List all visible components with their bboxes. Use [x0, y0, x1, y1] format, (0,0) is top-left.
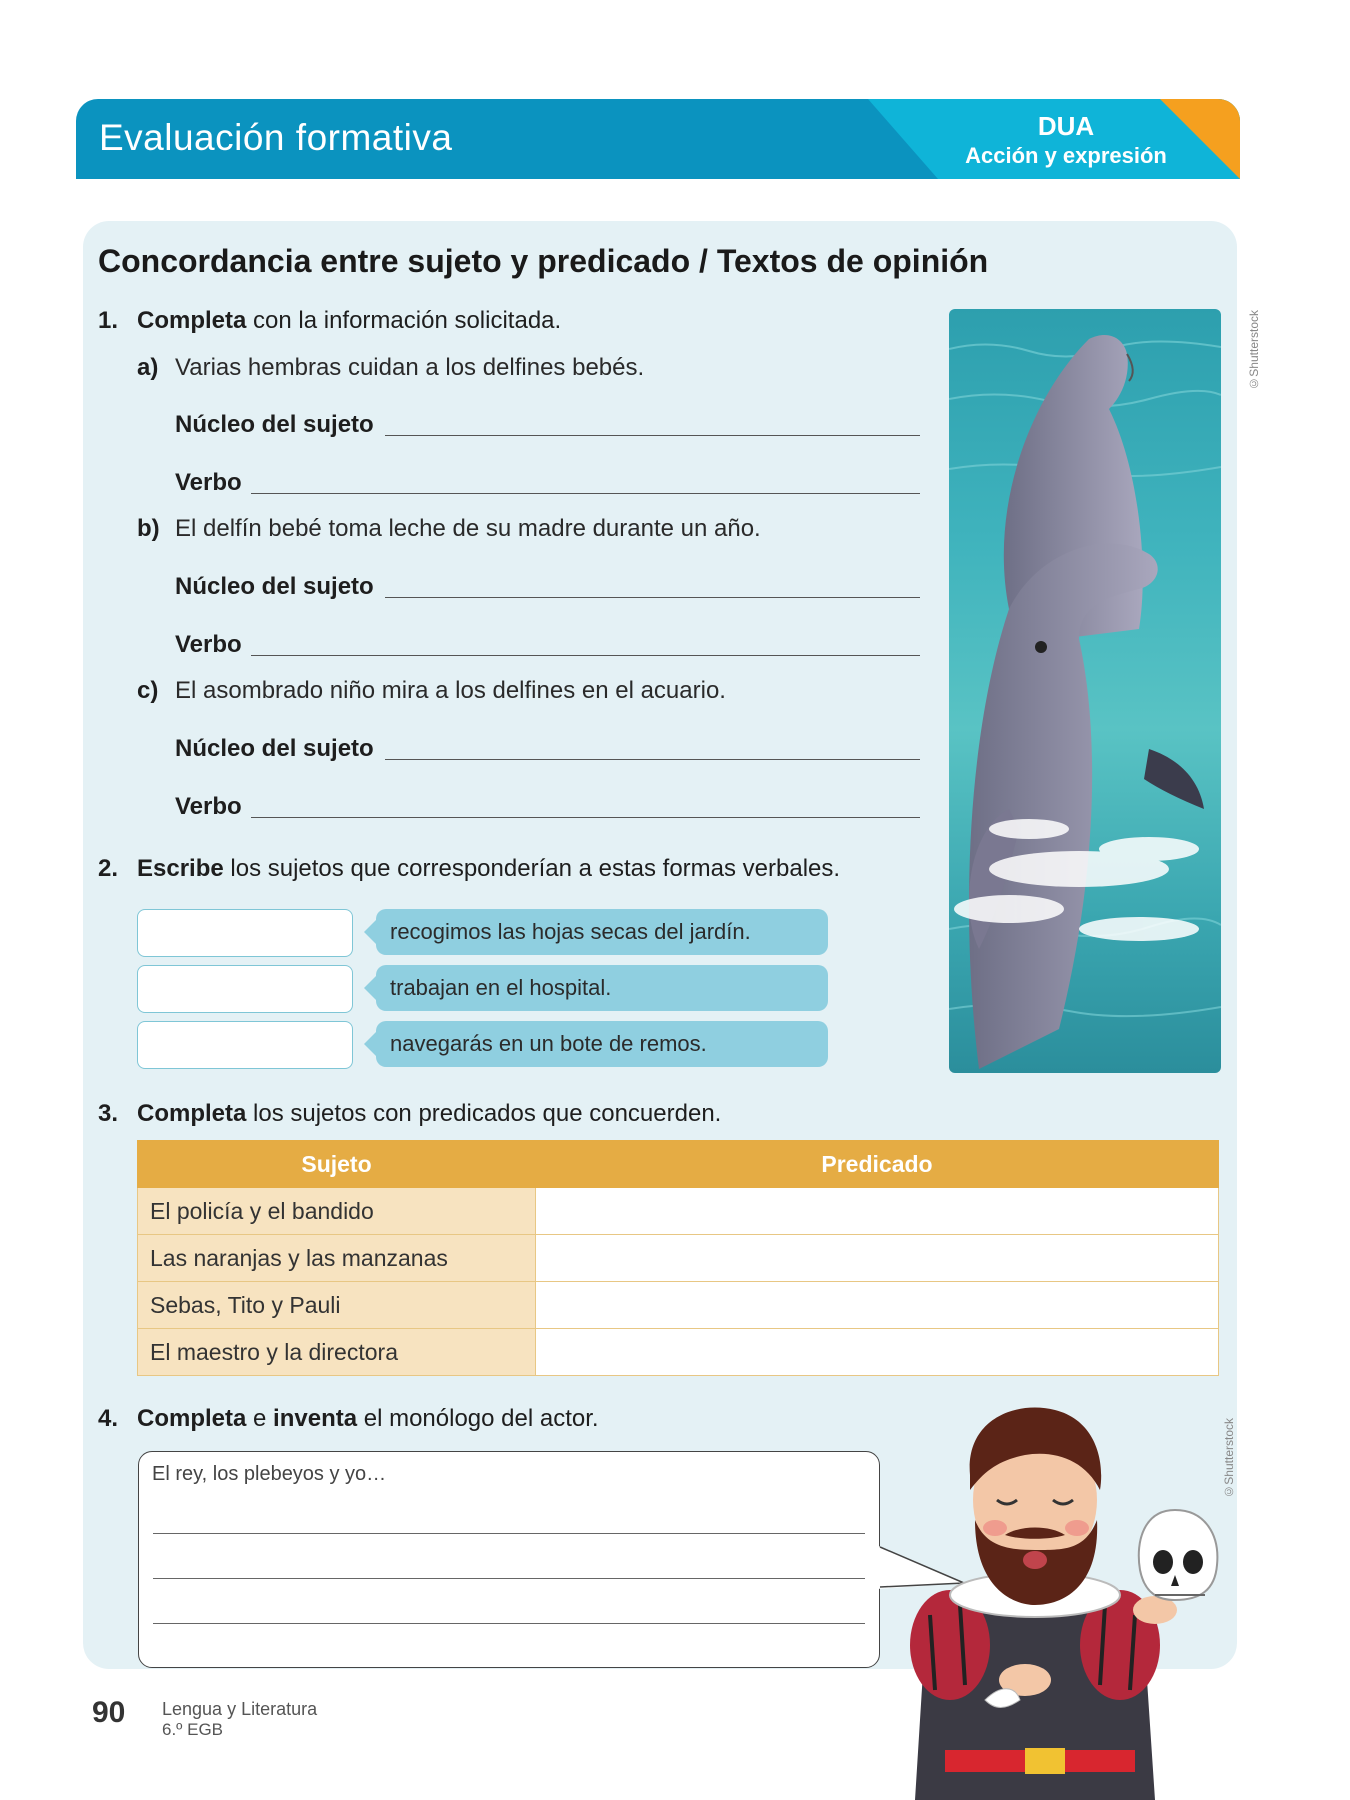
- q1-verb: Completa: [137, 307, 247, 334]
- q3-number: 3.: [98, 1100, 119, 1127]
- q1-rest: con la información solicitada.: [246, 307, 562, 334]
- q1b-sentence: El delfín bebé toma leche de su madre durante un año.: [175, 515, 761, 542]
- q1c-subject-answer-line[interactable]: [385, 759, 920, 760]
- table-row: [138, 1188, 1219, 1235]
- q1-instruction: [137, 307, 561, 335]
- subject-cell: Las naranjas y las manzanas: [138, 1235, 536, 1282]
- subject-predicate-table: [137, 1140, 1219, 1376]
- subject-cell: Sebas, Tito y Pauli: [138, 1282, 536, 1329]
- page-title: Evaluación formativa: [99, 117, 453, 158]
- q2-subject-input-2[interactable]: [137, 965, 353, 1013]
- photo-credit: ©Shutterstock: [1247, 310, 1261, 391]
- q2-verb-phrase-2: trabajan en el hospital.: [376, 965, 828, 1011]
- q4-verb-1: Completa: [137, 1405, 247, 1432]
- subject-cell: El maestro y la directora: [138, 1329, 536, 1376]
- q2-subject-input-1[interactable]: [137, 909, 353, 957]
- q1c-verb-answer-line[interactable]: [251, 817, 920, 818]
- q1-number: 1.: [98, 307, 119, 334]
- q4-instruction: [137, 1405, 599, 1433]
- table-row: [138, 1329, 1219, 1376]
- predicate-input-cell[interactable]: [536, 1188, 1219, 1235]
- q1a-sentence: Varias hembras cuidan a los delfines bebés.: [175, 354, 645, 381]
- q2-rest: los sujetos que corresponderían a estas formas verbales.: [223, 855, 841, 882]
- q1c-letter: c): [137, 677, 159, 704]
- q1c-subject-label: Núcleo del sujeto: [175, 735, 374, 762]
- predicate-input-cell[interactable]: [536, 1282, 1219, 1329]
- footer-subject: Lengua y Literatura: [162, 1699, 318, 1719]
- q4-number: 4.: [98, 1405, 119, 1432]
- q4-rest: el monólogo del actor.: [357, 1405, 599, 1432]
- monologue-line-3[interactable]: [153, 1623, 865, 1624]
- q1b-subject-answer-line[interactable]: [385, 597, 920, 598]
- q4-verb-2: inventa: [273, 1405, 358, 1432]
- q1a-verb-answer-line[interactable]: [251, 493, 920, 494]
- actor-with-skull-illustration: [905, 1400, 1265, 1800]
- monologue-line-1[interactable]: [153, 1533, 865, 1534]
- predicate-input-cell[interactable]: [536, 1329, 1219, 1376]
- q3-instruction: [137, 1100, 721, 1128]
- q4-mid: e: [246, 1405, 274, 1432]
- monologue-starter-text: El rey, los plebeyos y yo…: [152, 1463, 387, 1485]
- q1a-subject-label: Núcleo del sujeto: [175, 411, 374, 438]
- q2-verb-pointer-3: [364, 1032, 376, 1056]
- q1c-verb-label: Verbo: [175, 793, 242, 820]
- column-header-predicate: Predicado: [536, 1141, 1219, 1188]
- q2-instruction: [137, 855, 840, 883]
- q2-verb-phrase-1: recogimos las hojas secas del jardín.: [376, 909, 828, 955]
- illustration-credit: ©Shutterstock: [1222, 1418, 1236, 1499]
- dolphins-illustration: [949, 309, 1221, 1073]
- q1b-verb-label: Verbo: [175, 631, 242, 658]
- subject-cell: El policía y el bandido: [138, 1188, 536, 1235]
- monologue-line-2[interactable]: [153, 1578, 865, 1579]
- q2-subject-input-3[interactable]: [137, 1021, 353, 1069]
- q1b-letter: b): [137, 515, 160, 542]
- column-header-subject: Sujeto: [138, 1141, 536, 1188]
- page-number: 90: [92, 1696, 126, 1729]
- q3-verb: Completa: [137, 1100, 247, 1127]
- q1a-letter: a): [137, 354, 159, 381]
- predicate-input-cell[interactable]: [536, 1235, 1219, 1282]
- q2-verb-pointer-1: [364, 920, 376, 944]
- q3-rest: los sujetos con predicados que concuerden.: [246, 1100, 722, 1127]
- q1b-subject-label: Núcleo del sujeto: [175, 573, 374, 600]
- q2-verb-pointer-2: [364, 976, 376, 1000]
- q1c-sentence: El asombrado niño mira a los delfines en el acuario.: [175, 677, 726, 704]
- q1a-verb-label: Verbo: [175, 469, 242, 496]
- q2-verb: Escribe: [137, 855, 224, 882]
- dua-title: DUA: [1037, 111, 1095, 141]
- dolphins-photo: [949, 309, 1221, 1073]
- section-title: Concordancia entre sujeto y predicado / Textos de opinión: [98, 243, 989, 279]
- table-row: [138, 1282, 1219, 1329]
- footer-grade: 6.º EGB: [162, 1720, 224, 1739]
- q1a-subject-answer-line[interactable]: [385, 435, 920, 436]
- q2-number: 2.: [98, 855, 119, 882]
- dua-subtitle: Acción y expresión: [965, 143, 1167, 168]
- table-row: [138, 1235, 1219, 1282]
- q2-verb-phrase-3: navegarás en un bote de remos.: [376, 1021, 828, 1067]
- q1b-verb-answer-line[interactable]: [251, 655, 920, 656]
